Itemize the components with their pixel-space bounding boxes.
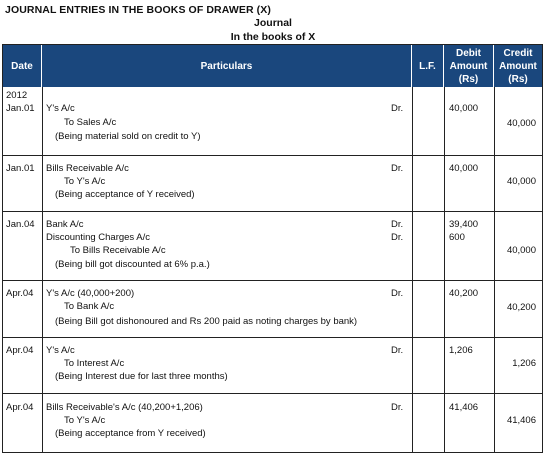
debit-account: Y's A/c [46,103,75,114]
entry-date: Apr.04 [6,402,34,413]
dr-marker: Dr. [391,345,404,356]
debit-amount: 600 [449,232,465,243]
dr-marker: Dr. [391,219,404,230]
entry-date: Jan.01 [6,163,35,174]
header-debit-line3: (Rs) [458,73,479,85]
journal-entry [3,337,542,393]
header-credit-amount [494,45,542,87]
journal-entry [3,280,542,337]
credit-amount: 1,206 [512,358,536,369]
dr-marker: Dr. [391,402,404,413]
debit-account: Bills Receivable's A/c (40,200+1,206) [46,402,203,413]
header-debit-line2: Amount [449,60,488,72]
credit-account: To Sales A/c [64,117,117,128]
debit-amount: 39,400 [449,219,479,230]
journal-entry [3,211,542,280]
entry-date: Apr.04 [6,345,34,356]
dr-marker: Dr. [391,232,404,243]
entry-date: Apr.04 [6,288,34,299]
debit-amount: 40,200 [449,288,479,299]
credit-amount: 40,000 [506,245,536,256]
narration: (Being acceptance of Y received) [55,189,195,200]
narration: (Being material sold on credit to Y) [55,131,201,142]
debit-amount: 40,000 [449,103,479,114]
entry-year: 2012 [6,90,28,101]
narration: (Being Interest due for last three months) [55,371,228,382]
journal-entry [3,87,542,155]
narration: (Being Bill got dishonoured and Rs 200 paid as noting charges by bank) [55,316,358,327]
header-credit-line1: Credit [503,47,533,59]
debit-account: Y's A/c [46,345,75,356]
credit-account: To Bank A/c [64,301,115,312]
credit-account: To Bills Receivable A/c [70,245,166,256]
journal-entry [3,393,542,452]
credit-amount: 40,200 [506,302,536,313]
journal-entry [3,155,542,211]
document-title: JOURNAL ENTRIES IN THE BOOKS OF DRAWER (X) [5,4,271,16]
credit-account: To Y's A/c [64,415,106,426]
credit-account: To Y's A/c [64,176,106,187]
debit-account: Bank A/c [46,219,84,230]
debit-amount: 40,000 [449,163,479,174]
journal-subtitle: Journal [254,17,292,29]
credit-account: To Interest A/c [64,358,125,369]
dr-marker: Dr. [391,288,404,299]
table-header [3,45,542,87]
credit-amount: 41,406 [506,415,536,426]
header-credit-line2: Amount [499,60,537,72]
dr-marker: Dr. [391,163,404,174]
debit-amount: 41,406 [449,402,479,413]
narration: (Being acceptance from Y received) [55,428,206,439]
dr-marker: Dr. [391,103,404,114]
header-credit-line3: (Rs) [508,73,528,85]
credit-amount: 40,000 [506,176,536,187]
credit-amount: 40,000 [506,118,536,129]
header-lf: L.F. [412,45,444,87]
entry-date: Jan.04 [6,219,35,230]
journal-table [2,44,543,453]
header-debit-amount [444,45,494,87]
debit-account: Discounting Charges A/c [46,232,151,243]
header-particulars: Particulars [42,45,412,87]
narration: (Being bill got discounted at 6% p.a.) [55,259,210,270]
books-of-subtitle: In the books of X [230,31,316,43]
header-date: Date [3,45,42,87]
entry-date: Jan.01 [6,103,35,114]
debit-amount: 1,206 [449,345,473,356]
debit-account: Y's A/c (40,000+200) [46,288,135,299]
debit-account: Bills Receivable A/c [46,163,129,174]
header-debit-line1: Debit [456,47,481,59]
